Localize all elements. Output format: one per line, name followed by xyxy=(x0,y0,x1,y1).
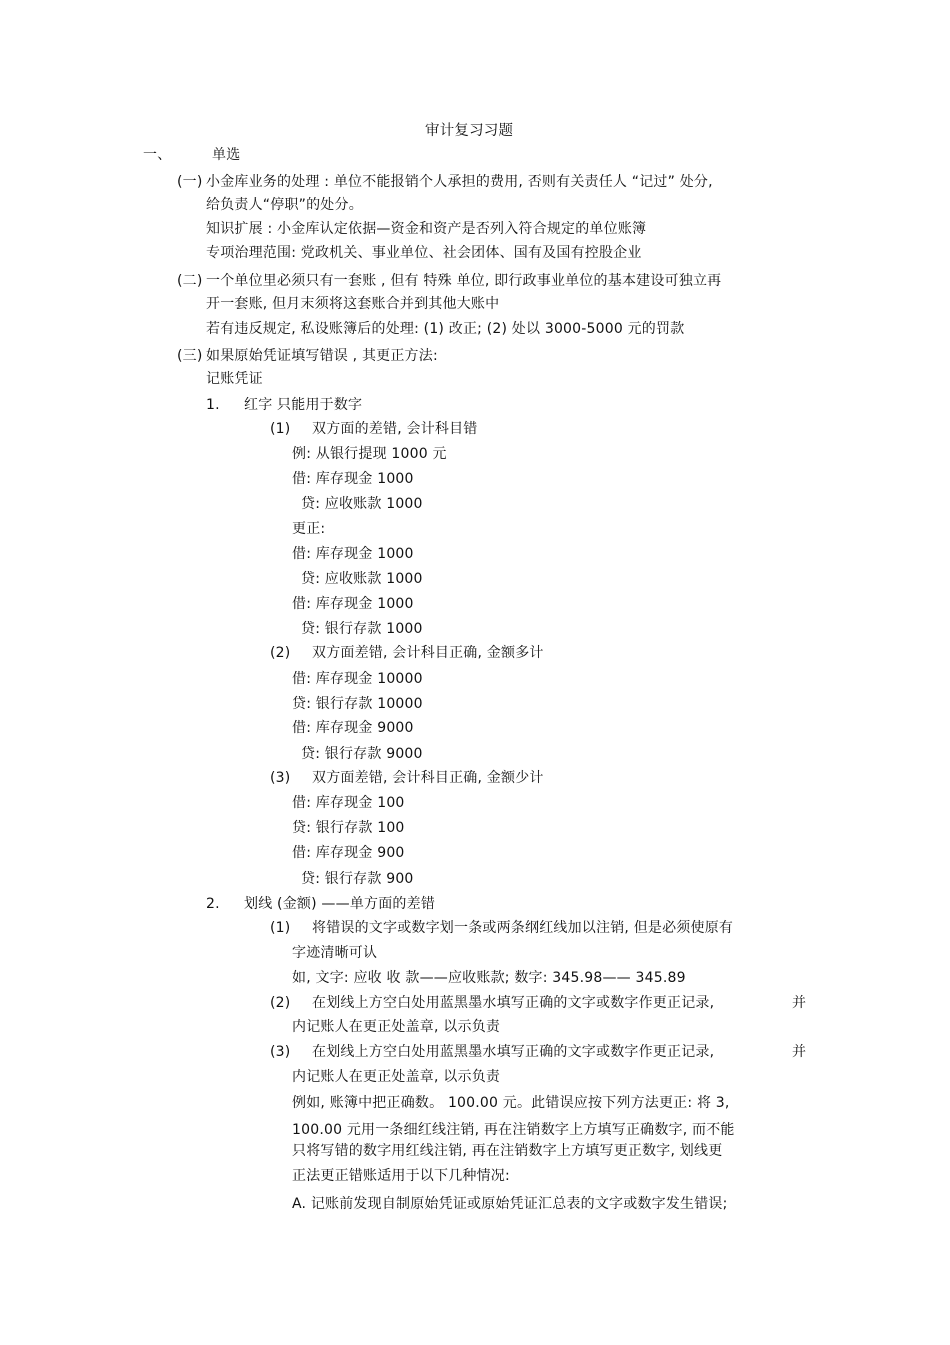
case-number: (1) xyxy=(270,421,291,437)
page-title: 审计复习习题 xyxy=(425,123,514,139)
entry-line: 借: 库存现金 10000 xyxy=(292,671,423,687)
entry-line: 借: 库存现金 900 xyxy=(292,845,405,861)
text-line: 内记账人在更正处盖章, 以示负责 xyxy=(292,1069,501,1085)
entry-line: 贷: 银行存款 1000 xyxy=(301,621,423,637)
text-line: 内记账人在更正处盖章, 以示负责 xyxy=(292,1019,501,1035)
text-line: 如, 文字: 应收 收 款——应收账款; 数字: 345.98—— 345.89 xyxy=(292,970,686,986)
entry-line: 贷: 银行存款 9000 xyxy=(301,746,423,762)
case-number: (2) xyxy=(270,995,291,1011)
case-heading: 双方面差错, 会计科目正确, 金额多计 xyxy=(312,645,544,661)
entry-line: 贷: 银行存款 100 xyxy=(292,820,405,836)
text-line: 将错误的文字或数字划一条或两条纲红线加以注销, 但是必须使原有 xyxy=(312,920,734,936)
entry-line: 贷: 应收账款 1000 xyxy=(301,571,423,587)
case-heading: 双方面差错, 会计科目正确, 金额少计 xyxy=(312,770,544,786)
item-number: (二) xyxy=(177,273,203,289)
case-number: (3) xyxy=(270,1044,291,1060)
entry-line: 借: 库存现金 1000 xyxy=(292,596,414,612)
text-line-end: 并 xyxy=(792,995,807,1011)
section-number: 一、 xyxy=(143,147,172,163)
list-number: 2. xyxy=(206,896,220,912)
text-line: 小金库业务的处理 : 单位不能报销个人承担的费用, 否则有关责任人 “记过” 处分, xyxy=(206,174,713,190)
item-number: (一) xyxy=(177,174,203,190)
entry-line: 贷: 银行存款 900 xyxy=(301,871,414,887)
example-line: 例: 从银行提现 1000 元 xyxy=(292,446,447,462)
text-line: 只将写错的数字用红线注销, 再在注销数字上方填写更正数字, 划线更 xyxy=(292,1143,723,1159)
text-line: 知识扩展 : 小金库认定依据—资金和资产是否列入符合规定的单位账簿 xyxy=(206,221,647,237)
text-line: 正法更正错账适用于以下几种情况: xyxy=(292,1168,510,1184)
text-line: 专项治理范围: 党政机关、事业单位、社会团体、国有及国有控股企业 xyxy=(206,245,642,261)
section-heading: 单选 xyxy=(212,147,241,163)
entry-line: 贷: 应收账款 1000 xyxy=(301,496,423,512)
text-line: 100.00 元用一条细红线注销, 再在注销数字上方填写正确数字, 而不能 xyxy=(292,1122,735,1138)
text-line: 开一套账, 但月末须将这套账合并到其他大账中 xyxy=(206,296,500,312)
case-number: (2) xyxy=(270,645,291,661)
text-line: A. 记账前发现自制原始凭证或原始凭证汇总表的文字或数字发生错误; xyxy=(292,1196,728,1212)
case-number: (1) xyxy=(270,920,291,936)
item-number: (三) xyxy=(177,348,203,364)
case-heading: 双方面的差错, 会计科目错 xyxy=(312,421,478,437)
text-line: 给负责人“停职”的处分。 xyxy=(206,197,363,213)
text-line: 在划线上方空白处用蓝黑墨水填写正确的文字或数字作更正记录, xyxy=(312,995,715,1011)
method-heading: 划线 (金额) ——单方面的差错 xyxy=(244,896,436,912)
list-number: 1. xyxy=(206,397,220,413)
entry-line: 借: 库存现金 9000 xyxy=(292,720,414,736)
entry-line: 贷: 银行存款 10000 xyxy=(292,696,423,712)
text-line: 记账凭证 xyxy=(206,371,263,387)
text-line: 在划线上方空白处用蓝黑墨水填写正确的文字或数字作更正记录, xyxy=(312,1044,715,1060)
text-line: 若有违反规定, 私设账簿后的处理: (1) 改正; (2) 处以 3000-5000 元的罚款 xyxy=(206,321,685,337)
entry-line: 更正: xyxy=(292,521,326,537)
text-line: 例如, 账簿中把正确数。 100.00 元。此错误应按下列方法更正: 将 3, xyxy=(292,1095,730,1111)
text-line: 如果原始凭证填写错误 , 其更正方法: xyxy=(206,348,438,364)
entry-line: 借: 库存现金 1000 xyxy=(292,471,414,487)
text-line: 字迹清晰可认 xyxy=(292,945,378,961)
method-heading: 红字 只能用于数字 xyxy=(244,397,363,413)
entry-line: 借: 库存现金 1000 xyxy=(292,546,414,562)
text-line: 一个单位里必须只有一套账 , 但有 特殊 单位, 即行政事业单位的基本建设可独立再 xyxy=(206,273,722,289)
entry-line: 借: 库存现金 100 xyxy=(292,795,405,811)
text-line-end: 并 xyxy=(792,1044,807,1060)
case-number: (3) xyxy=(270,770,291,786)
